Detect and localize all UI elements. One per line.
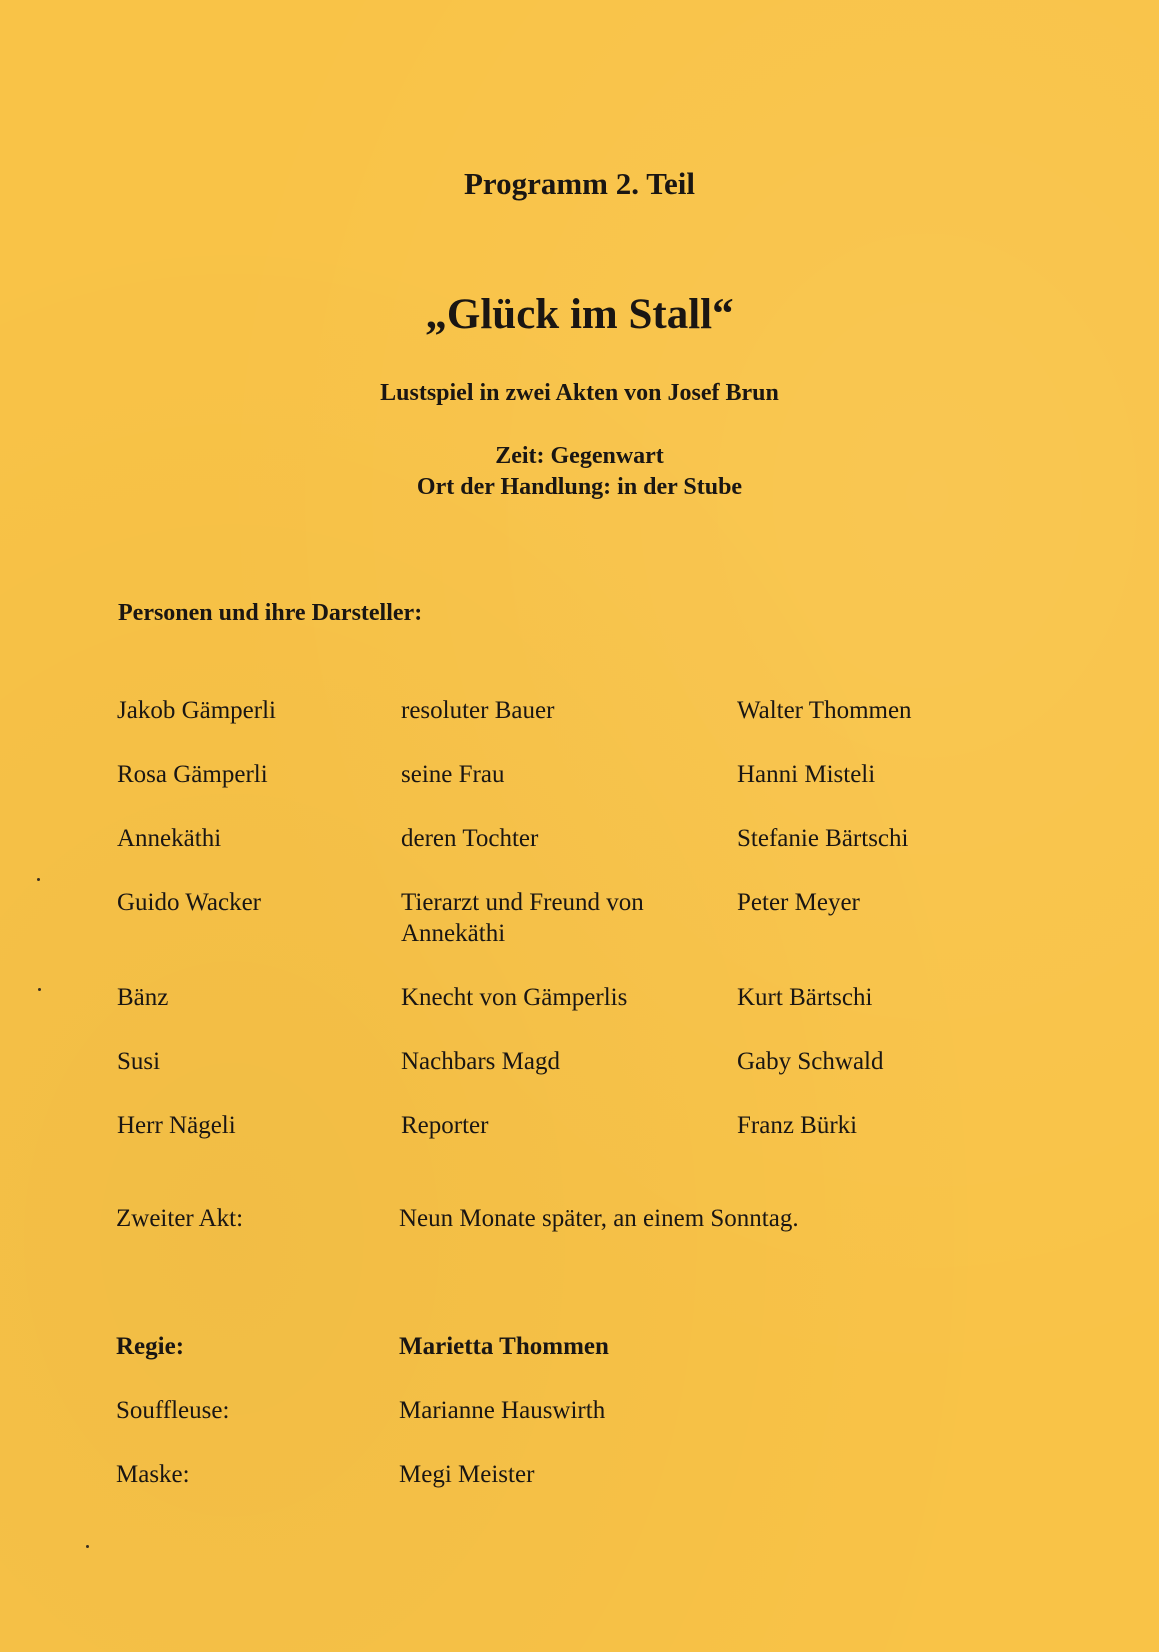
cast-description: deren Tochter — [401, 825, 539, 852]
cast-role: Bänz — [117, 984, 169, 1011]
cast-actor: Hanni Misteli — [737, 761, 876, 788]
cast-description: seine Frau — [401, 761, 505, 788]
crew-label-prompter: Souffleuse: — [116, 1397, 230, 1424]
cast-actor: Gaby Schwald — [737, 1048, 884, 1075]
crew-label-director: Regie: — [116, 1333, 185, 1360]
crew-label-makeup: Maske: — [116, 1461, 190, 1488]
cast-role: Herr Nägeli — [117, 1112, 236, 1139]
place-line: Ort der Handlung: in der Stube — [416, 474, 743, 500]
second-act-value: Neun Monate später, an einem Sonntag. — [399, 1205, 799, 1232]
crew-value-prompter: Marianne Hauswirth — [399, 1397, 606, 1424]
program-label: Programm 2. Teil — [463, 166, 696, 201]
cast-actor: Walter Thommen — [737, 697, 912, 724]
cast-description: Nachbars Magd — [401, 1048, 560, 1075]
second-act-label: Zweiter Akt: — [116, 1205, 244, 1232]
crew-value-makeup: Megi Meister — [399, 1461, 535, 1488]
cast-description: resoluter Bauer — [401, 697, 555, 724]
time-line: Zeit: Gegenwart — [495, 443, 664, 469]
crew-value-director: Marietta Thommen — [399, 1333, 609, 1360]
cast-actor: Peter Meyer — [737, 889, 860, 916]
cast-role: Jakob Gämperli — [117, 697, 276, 724]
cast-role: Susi — [117, 1048, 161, 1075]
cast-role: Rosa Gämperli — [117, 761, 268, 788]
cast-role: Guido Wacker — [117, 889, 262, 916]
play-subtitle: Lustspiel in zwei Akten von Josef Brun — [380, 380, 779, 406]
play-title: „Glück im Stall“ — [425, 291, 734, 338]
cast-heading: Personen und ihre Darsteller: — [118, 600, 423, 626]
cast-description: Knecht von Gämperlis — [401, 984, 628, 1011]
cast-description: Tierarzt und Freund von Annekäthi — [401, 889, 644, 947]
scan-speck — [37, 878, 40, 881]
scan-speck — [38, 988, 41, 991]
scan-speck — [86, 1545, 89, 1548]
cast-role: Annekäthi — [117, 825, 222, 852]
cast-actor: Franz Bürki — [737, 1112, 858, 1139]
cast-actor: Stefanie Bärtschi — [737, 825, 909, 852]
cast-actor: Kurt Bärtschi — [737, 984, 873, 1011]
cast-description: Reporter — [401, 1112, 489, 1139]
